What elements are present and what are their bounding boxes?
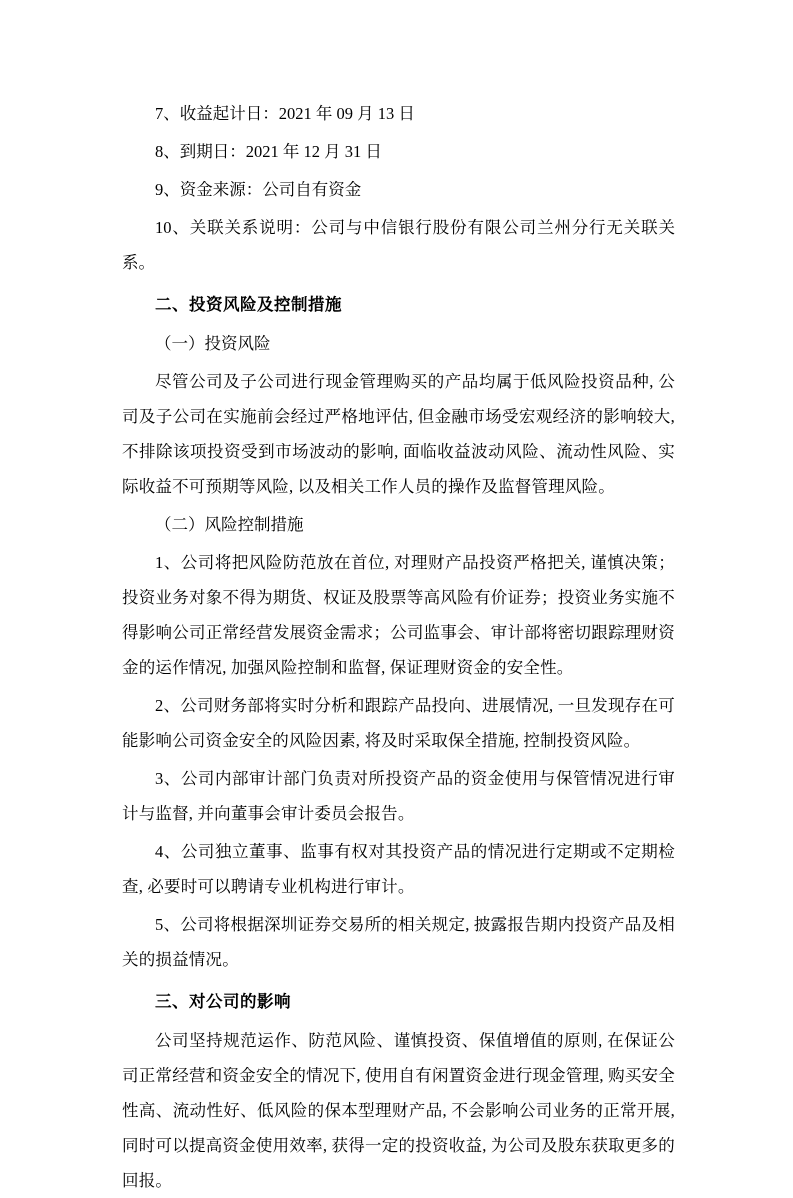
section-three-heading: 三、对公司的影响: [155, 993, 291, 1011]
measure-2: 2、公司财务部将实时分析和跟踪产品投向、进展情况, 一旦发现存在可能影响公司资金安全的风险因素, 将及时采取保全措施, 控制投资风险。: [122, 696, 675, 750]
subsection-two-heading: （二）风险控制措施: [155, 515, 304, 534]
item-8: 8、到期日：2021 年 12 月 31 日: [155, 142, 382, 161]
measure-1: 1、公司将把风险防范放在首位, 对理财产品投资严格把关, 谨慎决策；投资业务对象不得为期货、权证及股票等高风险有价证券；投资业务实施不得影响公司正常经营发展资金需求；公司监事会、审计部将密切跟踪理财资金的运作情况, 加强风险控制和监督, 保证理财资金的安全性。: [122, 553, 675, 677]
subsection-one-heading: （一）投资风险: [155, 334, 271, 353]
measure-5: 5、公司将根据深圳证券交易所的相关规定, 披露报告期内投资产品及相关的损益情况。: [122, 915, 675, 969]
item-9: 9、资金来源：公司自有资金: [155, 180, 362, 199]
section-three-paragraph: 公司坚持规范运作、防范风险、谨慎投资、保值增值的原则, 在保证公司正常经营和资金安全的情况下, 使用自有闲置资金进行现金管理, 购买安全性高、流动性好、低风险的保本型理财产品, 不会影响公司业务的正常开展, 同时可以提高资金使用效率, 获得一定的投资收益, 为公司及股东获取更多的回报。: [122, 1031, 675, 1190]
section-two-heading: 二、投资风险及控制措施: [155, 296, 342, 314]
subsection-one-paragraph: 尽管公司及子公司进行现金管理购买的产品均属于低风险投资品种, 公司及子公司在实施前会经过严格地评估, 但金融市场受宏观经济的影响较大, 不排除该项投资受到市场波动的影响, 面临收益波动风险、流动性风险、实际收益不可预期等风险, 以及相关工作人员的操作及监督管理风险。: [122, 372, 675, 496]
item-7: 7、收益起计日：2021 年 09 月 13 日: [155, 104, 415, 123]
item-10: 10、关联关系说明：公司与中信银行股份有限公司兰州分行无关联关系。: [122, 218, 675, 272]
document-body: [122, 96, 675, 1198]
measure-4: 4、公司独立董事、监事有权对其投资产品的情况进行定期或不定期检查, 必要时可以聘请专业机构进行审计。: [122, 842, 675, 896]
measure-3: 3、公司内部审计部门负责对所投资产品的资金使用与保管情况进行审计与监督, 并向董事会审计委员会报告。: [122, 769, 675, 823]
